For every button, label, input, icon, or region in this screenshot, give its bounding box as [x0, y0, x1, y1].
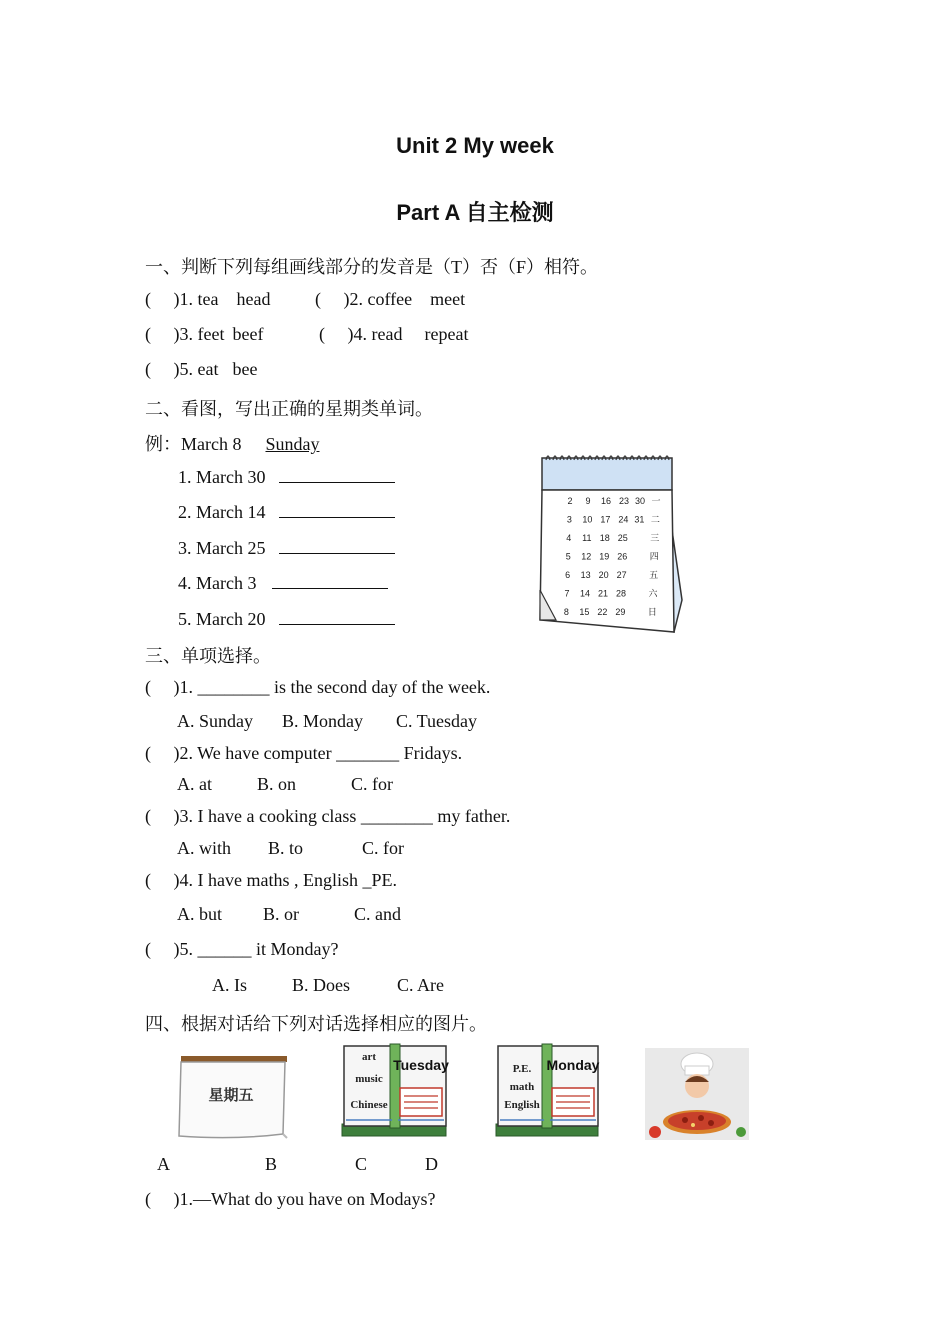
calendar-weekday: 日: [647, 607, 657, 617]
sec3-q3-opt-a: A. with: [177, 838, 231, 858]
picture-b-subject-2: music: [355, 1073, 383, 1085]
page-subtitle: Part A 自主检测: [396, 200, 554, 225]
calendar-date: 21: [597, 588, 609, 599]
sec2-item-4: 4. March 3: [178, 571, 388, 594]
sec3-q3-opt-b: B. to: [268, 838, 304, 858]
calendar-date: 9: [585, 496, 591, 506]
sec1-item-2: ( )2. coffee meet: [315, 289, 466, 309]
picture-label-a: A: [157, 1154, 170, 1174]
calendar-date: 24: [618, 514, 629, 525]
picture-c-subject-3: English: [504, 1099, 540, 1111]
sec3-q4-opt-b: B. or: [263, 904, 299, 924]
picture-c-subject-1: P.E.: [512, 1063, 532, 1075]
sec3-q4: ( )4. I have maths , English _PE.: [145, 870, 397, 890]
calendar-date: 14: [579, 588, 591, 599]
calendar-date: 15: [579, 607, 590, 617]
calendar-date: 10: [582, 514, 593, 525]
calendar-date: 23: [618, 496, 630, 506]
calendar-date: 31: [634, 514, 645, 525]
sec3-q3-opt-c: C. for: [362, 838, 404, 858]
calendar-date: 5: [565, 551, 571, 562]
calendar-date: 3: [566, 514, 572, 525]
sec3-q4-opt-c: C. and: [354, 904, 401, 924]
sec2-item-3: 3. March 25: [178, 536, 395, 559]
sec3-q5-opt-a: A. Is: [212, 975, 247, 995]
sec3-q1-opt-c: C. Tuesday: [396, 711, 478, 731]
calendar-date: 8: [563, 607, 569, 617]
calendar-weekday: 四: [649, 551, 659, 562]
sec2-item-5: 5. March 20: [178, 607, 395, 630]
picture-c-subject-2: math: [509, 1081, 535, 1093]
calendar-weekday: 五: [649, 570, 659, 580]
section3-heading: 三、单项选择。: [145, 646, 271, 666]
picture-b-day: Tuesday: [393, 1057, 449, 1073]
sec4-q1: ( )1.—What do you have on Modays?: [145, 1189, 436, 1209]
calendar-date: 27: [616, 570, 627, 580]
sec3-q5: ( )5. ______ it Monday?: [145, 939, 339, 959]
picture-a-text: 星期五: [208, 1086, 254, 1104]
calendar-date: 7: [564, 588, 570, 599]
sec2-item-2: 2. March 14: [178, 500, 395, 523]
sec3-q2-opt-c: C. for: [351, 774, 393, 794]
calendar-date: 17: [600, 514, 611, 525]
calendar-date: 28: [615, 588, 627, 599]
calendar-date: 22: [597, 607, 608, 617]
picture-label-d: D: [425, 1154, 438, 1174]
sec3-q2: ( )2. We have computer _______ Fridays.: [145, 743, 463, 763]
sec2-item-1: 1. March 30: [178, 465, 395, 488]
picture-label-c: C: [355, 1154, 368, 1174]
calendar-date: 25: [617, 533, 628, 543]
calendar-weekday: 六: [648, 588, 658, 599]
calendar-date: 20: [598, 570, 609, 580]
calendar-date: 18: [599, 533, 610, 543]
sec3-q5-opt-c: C. Are: [397, 975, 444, 995]
sec1-item-1: ( )1. tea head: [145, 289, 271, 309]
sec3-q5-opt-b: B. Does: [292, 975, 350, 995]
picture-c-monday-schedule: [492, 1042, 602, 1140]
picture-c-day: Monday: [546, 1057, 600, 1073]
calendar-date: 6: [565, 570, 571, 580]
sec1-item-5: ( )5. eat bee: [145, 359, 258, 379]
calendar-illustration: [534, 450, 686, 636]
section4-heading: 四、根据对话给下列对话选择相应的图片。: [145, 1014, 487, 1034]
sec2-example: 例：March 8 Sunday: [145, 434, 320, 454]
picture-d-chef-with-pizza: [645, 1048, 749, 1140]
calendar-weekday: 一: [651, 496, 661, 506]
picture-b-tuesday-schedule: [338, 1042, 450, 1140]
calendar-date: 13: [580, 570, 591, 580]
sec3-q1-opt-a: A. Sunday: [177, 711, 253, 731]
calendar-date: 19: [599, 551, 610, 562]
sec3-q4-opt-a: A. but: [177, 904, 222, 924]
sec3-q1-opt-b: B. Monday: [282, 711, 363, 731]
calendar-date: 4: [566, 533, 572, 543]
picture-label-b: B: [265, 1154, 278, 1174]
page-title: Unit 2 My week: [396, 133, 554, 158]
sec3-q1: ( )1. ________ is the second day of the week.: [145, 677, 491, 697]
calendar-date: 29: [615, 607, 626, 617]
calendar-weekday: 二: [650, 514, 660, 525]
picture-b-subject-1: art: [361, 1051, 377, 1063]
picture-b-subject-3: Chinese: [350, 1099, 388, 1111]
calendar-date: 11: [582, 533, 592, 543]
sec1-item-3: ( )3. feet beef: [145, 324, 264, 344]
calendar-date: 2: [567, 496, 573, 506]
calendar-date: 12: [581, 551, 592, 562]
picture-a-friday-sign: [175, 1052, 290, 1142]
calendar-date: 16: [600, 496, 612, 506]
calendar-date: 26: [617, 551, 628, 562]
sec1-item-4: ( )4. read repeat: [319, 324, 469, 344]
calendar-date: 30: [634, 496, 646, 506]
sec3-q2-opt-a: A. at: [177, 774, 212, 794]
calendar-weekday: 三: [650, 533, 660, 543]
sec3-q3: ( )3. I have a cooking class ________ my father.: [145, 806, 511, 826]
section1-heading: 一、判断下列每组画线部分的发音是（T）否（F）相符。: [145, 257, 599, 277]
section2-heading: 二、看图，写出正确的星期类单词。: [145, 399, 433, 419]
sec3-q2-opt-b: B. on: [257, 774, 297, 794]
